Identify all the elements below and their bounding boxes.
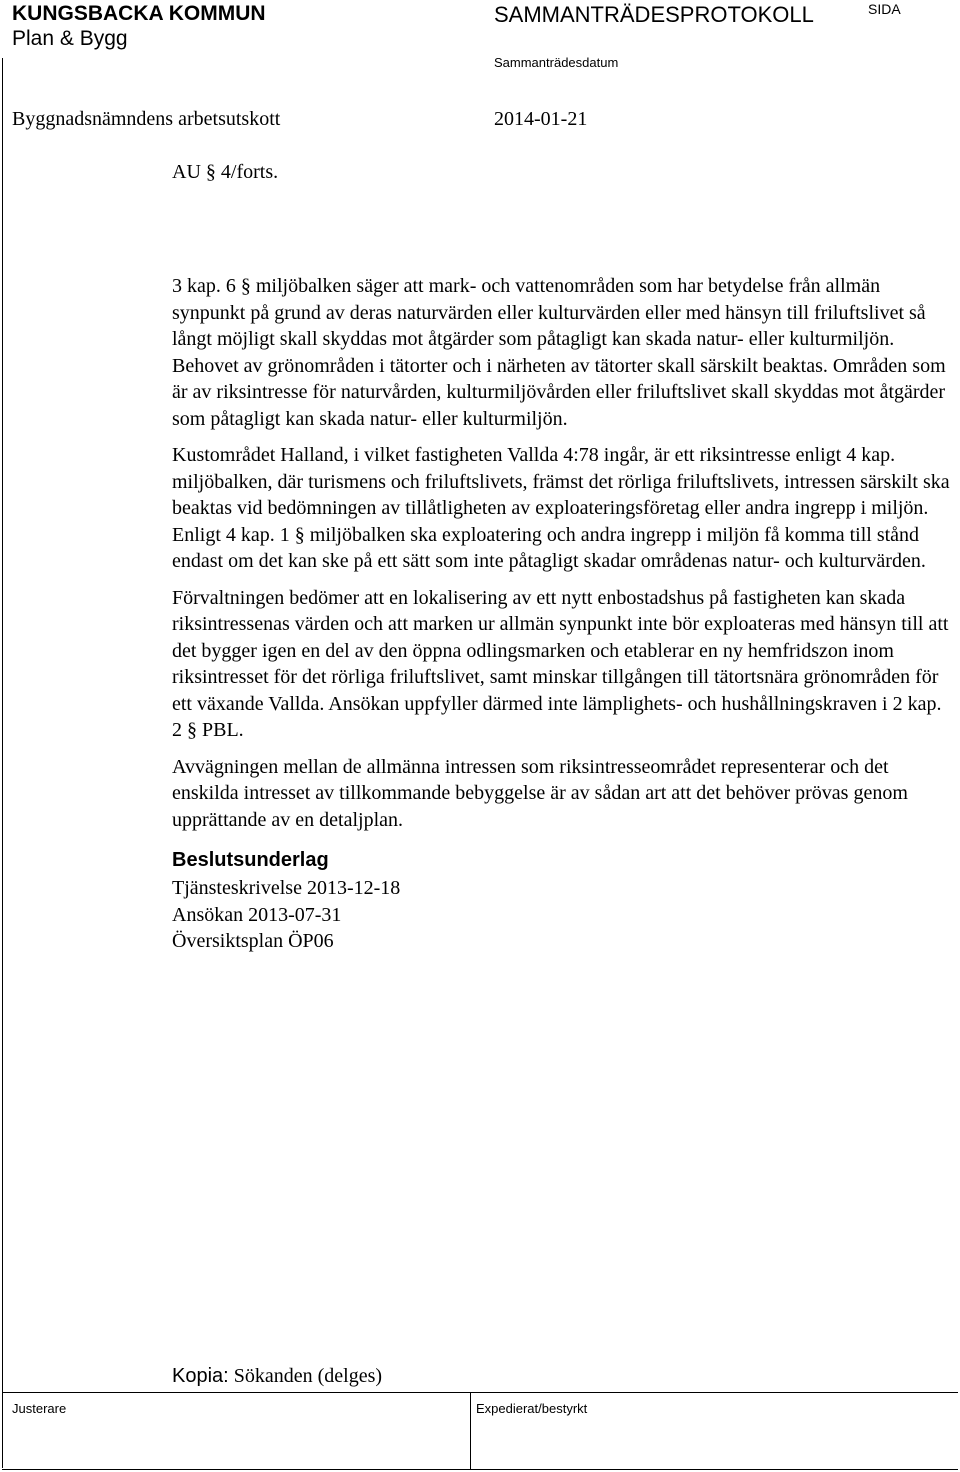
department-name: Plan & Bygg xyxy=(12,27,128,50)
copy-recipient: Sökanden (delges) xyxy=(233,1365,383,1387)
copy-recipients xyxy=(172,1365,382,1388)
beslutsunderlag-item: Översiktsplan ÖP06 xyxy=(172,930,334,952)
beslutsunderlag-heading: Beslutsunderlag xyxy=(172,849,329,871)
meeting-date: 2014-01-21 xyxy=(494,108,588,130)
document-body xyxy=(172,273,952,955)
body-paragraph: Kustområdet Halland, i vilket fastigheten Vallda 4:78 ingår, är ett riksintresse enligt 4 kap. miljöbalken, där turismens och friluftslivets, främst det rörliga friluftslivets, intressen särskilt ska beaktas vid bedömningen av tillåtligheten av exploateringsföretag eller andra ingrepp i miljön. Enligt 4 kap. 1 § miljöbalken ska exploatering och andra ingrepp i miljön få komma till stånd endast om det kan ske på ett sätt som inte påtagligt skadar områdenas natur- och kulturvärden. xyxy=(172,444,950,572)
footer-top-rule xyxy=(2,1392,958,1393)
body-paragraph: Förvaltningen bedömer att en lokalisering av ett nytt enbostadshus på fastigheten kan skada riksintressenas värden och att marken ur allmän synpunkt inte bör exploateras med hänsyn till att det bygger igen en del av den öppna odlingsmarken och etablerar en ny hemfridszon inom riksintresset för det rörliga friluftslivet, samt minskar tillgången till tätortsnära grönområden för ett växande Vallda. Ansökan uppfyller därmed inte lämplighets- och hushållningskraven i 2 kap. 2 § PBL. xyxy=(172,586,949,741)
footer-divider xyxy=(470,1392,471,1470)
beslutsunderlag-item: Ansökan 2013-07-31 xyxy=(172,903,342,926)
justerare-label: Justerare xyxy=(12,1401,67,1416)
left-margin-rule xyxy=(2,58,3,1468)
organization-name: KUNGSBACKA KOMMUN xyxy=(12,2,266,25)
page-label: SIDA xyxy=(868,1,901,17)
committee-name: Byggnadsnämndens arbetsutskott xyxy=(12,108,281,130)
body-paragraph: 3 kap. 6 § miljöbalken säger att mark- och vattenområden som har betydelse från allmän synpunkt på grund av deras naturvärden eller kulturvärden eller med hänsyn till friluftslivet så långt möjligt skall skyddas mot åtgärder som påtagligt kan skada natur- eller kulturmiljön. Behovet av grönområden i tätorter och i närheten av tätorter skall särskilt beaktas. Områden som är av riksintresse för naturvården, kulturmiljövården eller friluftslivet skall skyddas mot åtgärder som påtagligt kan skada natur- eller kulturmiljön. xyxy=(172,275,946,430)
expedierat-label: Expedierat/bestyrkt xyxy=(476,1401,588,1416)
meeting-date-label: Sammanträdesdatum xyxy=(494,55,619,70)
document-type: SAMMANTRÄDESPROTOKOLL xyxy=(494,2,814,27)
section-reference: AU § 4/forts. xyxy=(172,161,279,183)
copy-label: Kopia: xyxy=(172,1365,229,1387)
body-paragraph: Avvägningen mellan de allmänna intressen som riksintresseområdet representerar och det enskilda intresset av tillkommande bebyggelse är av sådan art att det behöver prövas genom upprättande av en detaljplan. xyxy=(172,755,908,831)
beslutsunderlag-item: Tjänsteskrivelse 2013-12-18 xyxy=(172,877,401,899)
footer-bottom-rule xyxy=(2,1469,958,1470)
